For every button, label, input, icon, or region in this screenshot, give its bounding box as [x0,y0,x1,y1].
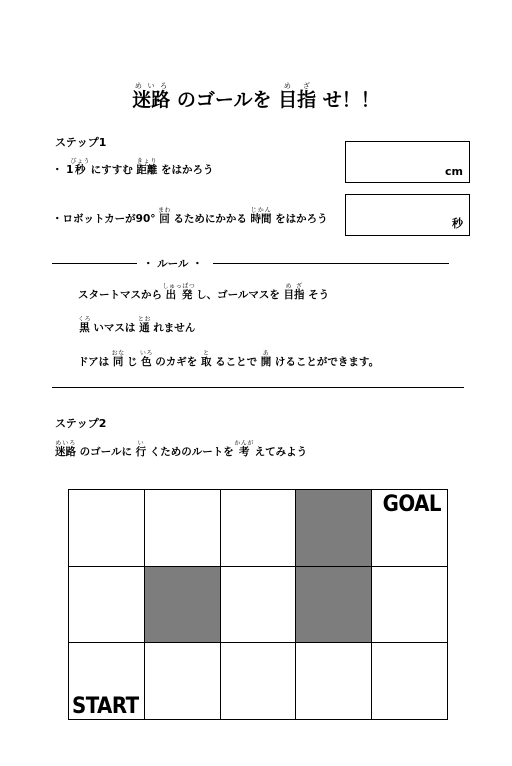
furigana-word: 取と [200,350,212,368]
furigana-word: 迷路めいろ [55,440,76,458]
text-run: をはかろう [157,164,214,176]
text-run: ることで [211,356,261,368]
furigana-word: 黒くろ [78,316,92,334]
maze-cell[interactable] [372,567,448,644]
furigana-word: 通とお [137,316,151,334]
text-run: のカギを [151,356,201,368]
furigana-word: 出発しゅっぱつ [162,283,196,301]
furigana-word: 行い [135,440,147,458]
maze-cell[interactable] [221,490,297,567]
furigana-word: 迷路めいろ [132,82,171,111]
text-run: けることができます。 [271,356,380,368]
maze-cell-blocked[interactable] [296,490,372,567]
maze-cell[interactable] [372,490,448,567]
text-run: るためにかかる [169,213,251,225]
rotation-time-answer-box[interactable] [345,194,470,236]
rules-bottom-divider [52,387,464,388]
text-run: ・ロボットカーが90° [52,213,160,225]
furigana-word: 目指めざ [278,82,317,111]
maze-cell[interactable] [145,643,221,720]
furigana-word: 秒びょう [70,158,90,176]
maze-cell-blocked[interactable] [145,567,221,644]
furigana-word: 同おな [111,350,125,368]
rule-item [78,283,329,302]
maze-cell[interactable] [221,567,297,644]
maze-cell[interactable] [69,643,145,720]
text-run: ・ 1 [52,164,74,176]
time-unit: 秒 [452,217,463,230]
text-run: せ！！ [316,89,380,111]
text-run: えてみよう [250,446,308,458]
rules-divider-right [213,263,449,264]
route-instruction [55,440,307,459]
furigana-word: 色いろ [139,350,153,368]
distance-answer-box[interactable] [345,141,470,183]
furigana-word: 考かんが [234,440,254,458]
text-run: じ [123,356,142,368]
text-run: れません [149,322,196,334]
step1-label: ステップ1 [55,136,107,149]
text-run: にすすむ [86,164,137,176]
maze-cell[interactable] [145,490,221,567]
maze-cell[interactable] [221,643,297,720]
step2-label: ステップ2 [55,417,107,430]
furigana-word: 開あ [260,350,272,368]
text-run: をはかろう [271,213,328,225]
goal-label: GOAL [382,492,441,517]
text-run: のゴールに [76,446,136,458]
text-run: いマスは [89,322,140,334]
furigana-word: 距離きょり [136,158,158,176]
distance-unit: cm [445,165,463,178]
distance-instruction [52,158,214,177]
rotation-time-instruction [52,207,328,226]
text-run: そう [304,289,330,301]
rule-item [78,350,379,369]
start-label: START [72,693,139,719]
page-title [0,82,512,112]
maze-cell[interactable] [69,490,145,567]
furigana-word: 目指めざ [283,283,305,301]
text-run: のゴールを [170,89,279,111]
maze-grid [68,489,448,720]
text-run: くためのルートを [146,446,238,458]
maze-cell[interactable] [372,643,448,720]
rules-divider-left [52,263,137,264]
maze-cell[interactable] [69,567,145,644]
rules-heading: ・ ルール ・ [143,258,203,270]
furigana-word: 時間じかん [250,207,272,225]
text-run: ドアは [78,356,113,368]
maze-cell[interactable] [296,643,372,720]
text-run: スタートマスから [78,289,166,301]
maze-cell-blocked[interactable] [296,567,372,644]
furigana-word: 回まわ [157,207,171,225]
rule-item [78,316,195,335]
text-run: し、ゴールマスを [192,289,284,301]
